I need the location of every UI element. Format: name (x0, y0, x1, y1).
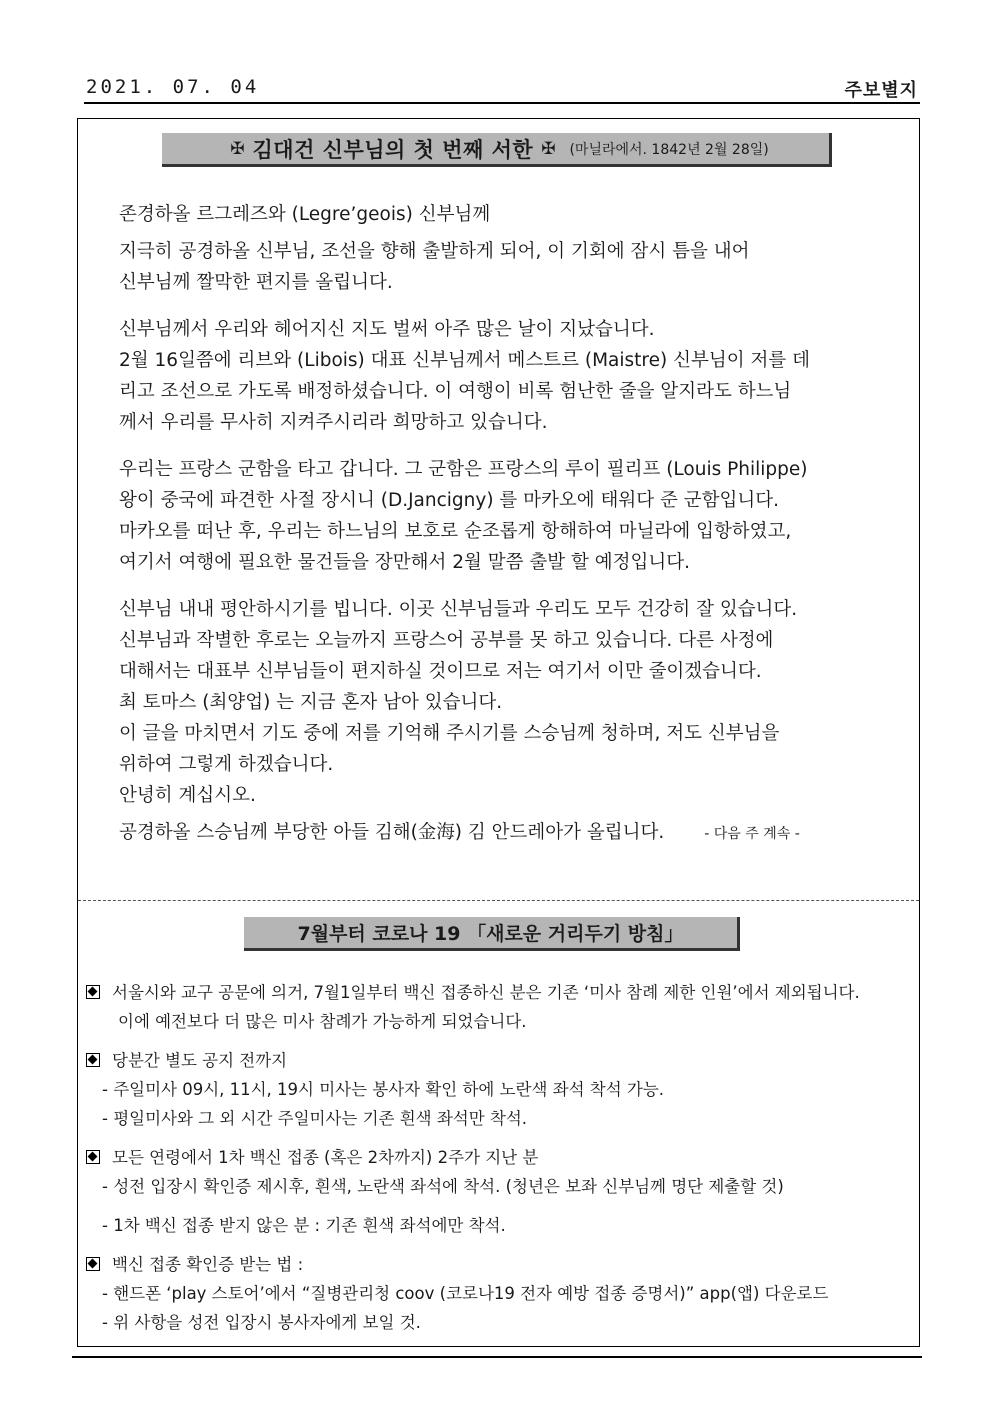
covid-title-bar (244, 917, 740, 951)
letter-title-bar (162, 133, 832, 167)
bottom-rule (72, 1356, 922, 1358)
diamond-bullet-icon (86, 985, 100, 999)
content-frame (77, 118, 920, 1347)
letter-line: 최 토마스 (최양업) 는 지금 혼자 남아 있습니다. (119, 692, 503, 713)
letter-line: 신부님께 짤막한 편지를 올립니다. (119, 272, 393, 293)
notice-item: 모든 연령에서 1차 백신 접종 (혹은 2차까지) 2주가 지난 분 (86, 1143, 912, 1172)
letter-salutation: 존경하올 르그레즈와 (Legre’geois) 신부님께 (119, 204, 491, 225)
letter-line: 여기서 여행에 필요한 물건들을 장만해서 2월 말쯤 출발 할 예정입니다. (119, 552, 690, 573)
letter-line: 이 글을 마치면서 기도 중에 저를 기억해 주시기를 스승님께 청하며, 저도 신부님을 (119, 723, 780, 744)
notice-subitem: - 1차 백신 접종 받지 않은 분 : 기존 흰색 좌석에만 착석. (102, 1216, 506, 1235)
covid-title: 7월부터 코로나 19 「새로운 거리두기 방침」 (297, 923, 684, 945)
letter-body (119, 199, 884, 848)
section-divider (78, 900, 919, 901)
letter-line: 께서 우리를 무사히 지켜주시리라 희망하고 있습니다. (119, 412, 548, 433)
letter-subtitle: (마닐라에서. 1842년 2월 28일) (569, 141, 769, 158)
letter-line: 신부님께서 우리와 헤어지신 지도 벌써 아주 많은 날이 지났습니다. (119, 319, 655, 340)
letter-line: 위하여 그렇게 하겠습니다. (119, 754, 334, 775)
diamond-bullet-icon (86, 1257, 100, 1271)
notice-item-continued: 이에 예전보다 더 많은 미사 참례가 가능하게 되었습니다. (118, 1012, 527, 1031)
notice-subitem: - 핸드폰 ‘play 스토어’에서 “질병관리청 coov (코로나19 전자 예방 접종 증명서)” app(앱) 다운로드 (102, 1284, 829, 1303)
covid-notices (86, 978, 912, 1337)
letter-line: 리고 조선으로 가도록 배정하셨습니다. 이 여행이 비록 험난한 줄을 알지라도 하느님 (119, 381, 792, 402)
notice-subitem: - 성전 입장시 확인증 제시후, 흰색, 노란색 좌석에 착석. (청년은 보좌 신부님께 명단 제출할 것) (102, 1177, 784, 1196)
letter-line: 왕이 중국에 파견한 사절 장시니 (D.Jancigny) 를 마카오에 태워다 준 군함입니다. (119, 490, 780, 511)
letter-line: 신부님 내내 평안하시기를 빕니다. 이곳 신부님들과 우리도 모두 건강히 잘 있습니다. (119, 599, 798, 620)
notice-subitem: - 주일미사 09시, 11시, 19시 미사는 봉사자 확인 하에 노란색 좌석 착석 가능. (102, 1080, 665, 1099)
notice-subitem: - 위 사항을 성전 입장시 봉사자에게 보일 것. (102, 1313, 421, 1332)
diamond-bullet-icon (86, 1053, 100, 1067)
notice-item: 당분간 별도 공지 전까지 (86, 1046, 912, 1075)
letter-line: 대해서는 대표부 신부님들이 편지하실 것이므로 저는 여기서 이만 줄이겠습니다. (119, 661, 762, 682)
letter-line: 지극히 공경하올 신부님, 조선을 향해 출발하게 되어, 이 기회에 잠시 틈을 내어 (119, 241, 750, 262)
letter-line: 2월 16일쯤에 리브와 (Libois) 대표 신부님께서 메스트르 (Maistre) 신부님이 저를 데 (119, 350, 810, 371)
letter-signature-line (119, 817, 884, 848)
bulletin-date: 2021. 07. 04 (86, 76, 260, 98)
letter-line: 마카오를 떠난 후, 우리는 하느님의 보호로 순조롭게 항해하여 마닐라에 입항하였고, (119, 521, 792, 542)
letter-title: 김대건 신부님의 첫 번째 서한 (252, 137, 534, 162)
continued-note: - 다음 주 계속 - (704, 826, 800, 842)
maltese-cross-icon: ✠ (541, 138, 556, 159)
letter-line: 신부님과 작별한 후로는 오늘까지 프랑스어 공부를 못 하고 있습니다. 다른 사정에 (119, 630, 774, 651)
letter-signature: 공경하올 스승님께 부당한 아들 김해(金海) 김 안드레아가 올립니다. (119, 822, 665, 843)
page-header (84, 76, 920, 104)
letter-line: 우리는 프랑스 군함을 타고 갑니다. 그 군함은 프랑스의 루이 필리프 (Louis Philippe) (119, 459, 808, 480)
maltese-cross-icon: ✠ (230, 138, 245, 159)
letter-line: 안녕히 계십시오. (119, 785, 256, 806)
notice-subitem: - 평일미사와 그 외 시간 주일미사는 기존 흰색 좌석만 착석. (102, 1109, 527, 1128)
publication-name: 주보별지 (844, 80, 918, 101)
notice-item: 백신 접종 확인증 받는 법 : (86, 1250, 912, 1279)
notice-item: 서울시와 교구 공문에 의거, 7월1일부터 백신 접종하신 분은 기존 ‘미사 참례 제한 인원’에서 제외됩니다. (86, 978, 912, 1007)
diamond-bullet-icon (86, 1150, 100, 1164)
